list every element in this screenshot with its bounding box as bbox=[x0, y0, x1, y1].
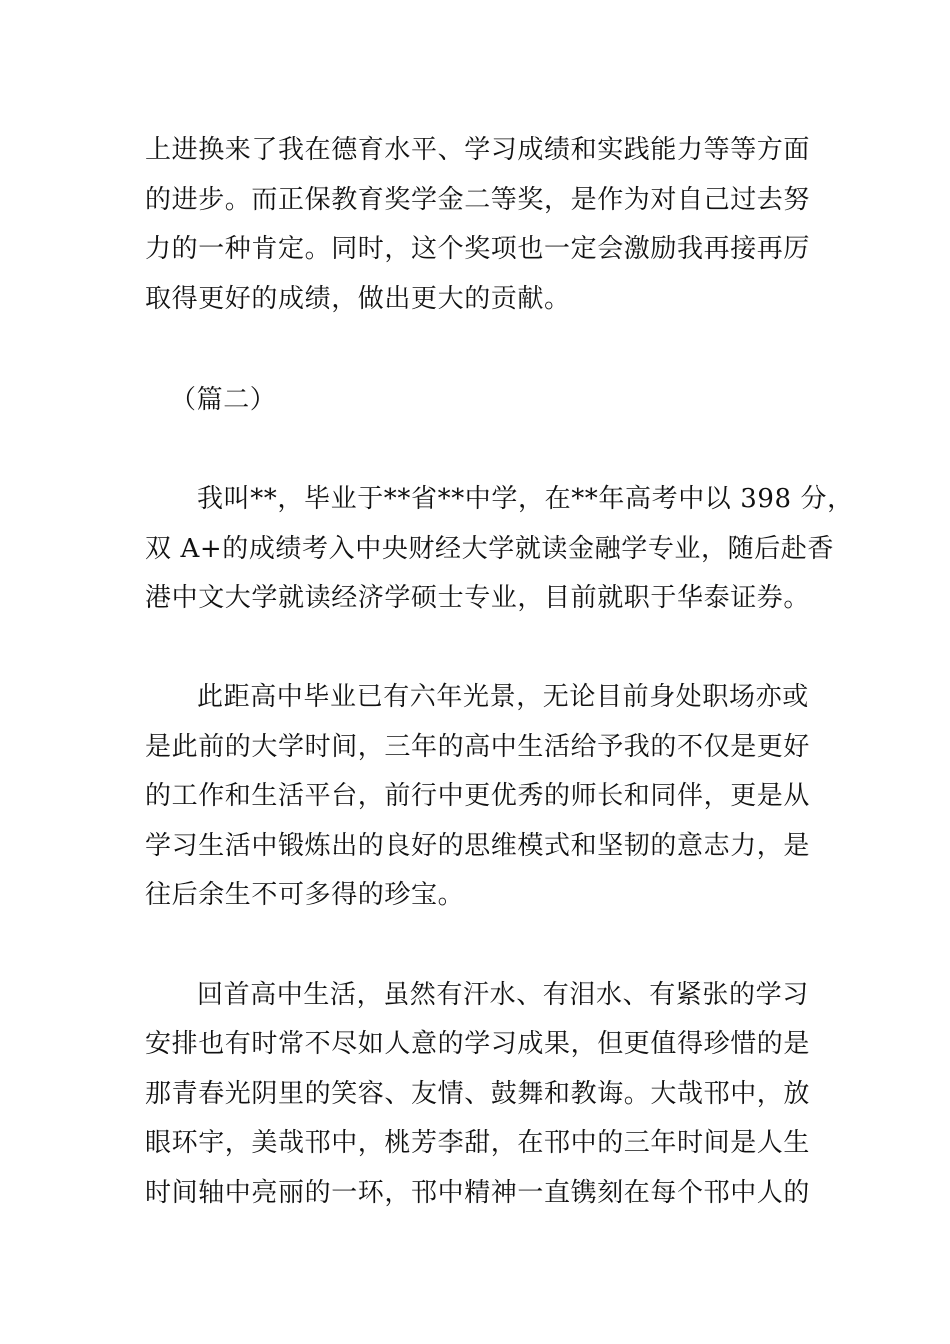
paragraph-line: 回首高中生活，虽然有汗水、有泪水、有紧张的学习 bbox=[197, 980, 809, 1010]
paragraph-line: 此距高中毕业已有六年光景，无论目前身处职场亦或 bbox=[197, 682, 809, 712]
paragraph-line: 双 A+的成绩考入中央财经大学就读金融学专业，随后赴香 bbox=[145, 534, 835, 564]
paragraph-line: 安排也有时常不尽如人意的学习成果，但更值得珍惜的是 bbox=[145, 1029, 811, 1059]
paragraph-line: 港中文大学就读经济学硕士专业，目前就职于华泰证券。 bbox=[145, 583, 811, 613]
paragraph-line: 时间轴中亮丽的一环，邗中精神一直镌刻在每个邗中人的 bbox=[145, 1178, 811, 1208]
paragraph-line: 取得更好的成绩，做出更大的贡献。 bbox=[145, 284, 571, 314]
paragraph-line: 是此前的大学时间，三年的高中生活给予我的不仅是更好 bbox=[145, 732, 811, 762]
paragraph-line: 眼环宇，美哉邗中，桃芳李甜，在邗中的三年时间是人生 bbox=[145, 1128, 811, 1158]
paragraph-line: 力的一种肯定。同时，这个奖项也一定会激励我再接再厉 bbox=[145, 234, 811, 264]
paragraph-line: 的进步。而正保教育奖学金二等奖，是作为对自己过去努 bbox=[145, 185, 811, 215]
paragraph-line: 上进换来了我在德育水平、学习成绩和实践能力等等方面 bbox=[145, 135, 811, 165]
paragraph-line: 往后余生不可多得的珍宝。 bbox=[145, 880, 465, 910]
paragraph-line: 我叫**，毕业于**省**中学，在**年高考中以 398 分， bbox=[197, 484, 854, 514]
paragraph-line: 那青春光阴里的笑容、友情、鼓舞和教诲。大哉邗中，放 bbox=[145, 1079, 811, 1109]
paragraph-line: 学习生活中锻炼出的良好的思维模式和坚韧的意志力，是 bbox=[145, 831, 811, 861]
paragraph-line: 的工作和生活平台，前行中更优秀的师长和同伴，更是从 bbox=[145, 781, 811, 811]
section-heading: （篇二） bbox=[170, 385, 277, 415]
